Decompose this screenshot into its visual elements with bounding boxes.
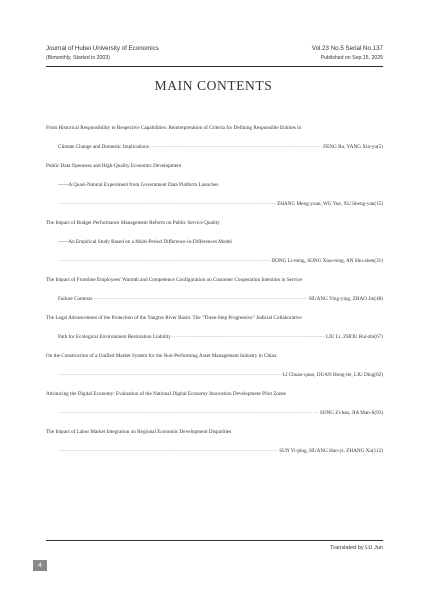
header-rule: [46, 66, 383, 67]
translator-credit: Translated by LU Jun: [330, 545, 383, 551]
dot-leader: [59, 410, 319, 418]
entry-leader-line: [46, 333, 383, 341]
header-row-top: [46, 44, 383, 53]
entry-authors-page: FENG Ru, YANG Xin-yu(5): [323, 144, 383, 150]
toc-entry[interactable]: [46, 219, 383, 265]
dot-leader: [172, 334, 325, 342]
table-of-contents: [46, 124, 383, 455]
entry-title-continuation: Path for Ecological Environment Restoration Liability: [58, 334, 171, 340]
dot-leader: [150, 144, 322, 152]
publication-date: Published on Sep.15, 2025: [320, 55, 383, 61]
entry-title-line: The Impact of Budget Performance Management Reform on Public Service Quality: [46, 220, 220, 226]
header-row-bottom: [46, 54, 383, 63]
entry-title-continuation: Climate Change and Domestic Implications: [58, 144, 149, 150]
entry-leader-line: [46, 257, 383, 265]
toc-entry[interactable]: [46, 390, 383, 417]
dot-leader: [59, 201, 276, 209]
dot-leader: [59, 448, 278, 456]
toc-entry[interactable]: [46, 276, 383, 303]
toc-entry[interactable]: [46, 162, 383, 208]
dot-leader: [93, 296, 308, 304]
volume-info: Vol.23 No.5 Serial No.137: [311, 45, 383, 52]
entry-leader-line: [46, 409, 383, 417]
running-header: [46, 44, 383, 67]
entry-leader-line: [46, 143, 383, 151]
entry-leader-line: [46, 295, 383, 303]
dot-leader: [59, 258, 270, 266]
entry-title-line: The Impact of Labor Market Integration on Regional Economic Development Disparities: [46, 429, 232, 435]
entry-authors-page: SUN Yi-ping, HUANG Hao-yi, ZHANG Xu(112): [279, 448, 383, 454]
entry-authors-page: LI Chuan-quan, DUAN Hong-lei, LIU Ding(82): [282, 372, 383, 378]
entry-subtitle-line: ——An Empirical Study Based on a Multi-Period Difference-in-Differences Model: [58, 239, 232, 245]
dot-leader: [59, 372, 282, 380]
journal-name: Journal of Hubei University of Economics: [46, 45, 159, 52]
entry-title-line: On the Construction of a Unified Market System for the Non-Performing Asset Management Industry in China: [46, 353, 277, 359]
toc-entry[interactable]: [46, 124, 383, 151]
frequency-note: (Bimonthly, Started in 2003): [46, 55, 110, 61]
entry-title-line: The Legal Advancement of the Protection of the Yangtze River Basin: The "Three-Step Progressive" Judicial Collaborative: [46, 315, 302, 321]
entry-authors-page: SONG Zi-han, JIA Man-li(93): [319, 410, 383, 416]
entry-authors-page: HUANG Ying-ying, ZHAO Jin(48): [309, 296, 383, 302]
entry-authors-page: ZHANG Meng-yuan, WU Yue, XU Sheng-yan(15): [277, 201, 383, 207]
footer-rule: [46, 540, 383, 541]
entry-leader-line: [46, 371, 383, 379]
page-title: MAIN CONTENTS: [154, 78, 273, 93]
entry-authors-page: LIU Li, ZHOU Rui-zhi(67): [325, 334, 383, 340]
entry-subtitle-line: ——A Quasi-Natural Experiment from Government Data Platform Launches: [58, 182, 219, 188]
entry-leader-line: [46, 200, 383, 208]
entry-title-line: From Historical Responsibility to Respective Capabilities: Reinterpretation of Criteria for Defining Responsible Entities in: [46, 125, 302, 131]
entry-title-line: Advancing the Digital Economy: Evaluation of the National Digital Economy Innovation Development Pilot Zones: [46, 391, 286, 397]
entry-authors-page: DONG Li-ming, SONG Xiao-tong, AN Shu-zhen(31): [271, 258, 383, 264]
entry-title-line: The Impact of Frontline Employees' Warmth and Competence Configuration on Customer Cooperation Intention in Service: [46, 277, 303, 283]
entry-title-continuation: Failure Contexts: [58, 296, 93, 302]
page-number: 4: [33, 560, 47, 571]
toc-entry[interactable]: [46, 428, 383, 455]
entry-title-line: Public Data Openness and High-Quality Economic Development: [46, 163, 182, 169]
entry-leader-line: [46, 447, 383, 455]
toc-entry[interactable]: [46, 314, 383, 341]
toc-entry[interactable]: [46, 352, 383, 379]
